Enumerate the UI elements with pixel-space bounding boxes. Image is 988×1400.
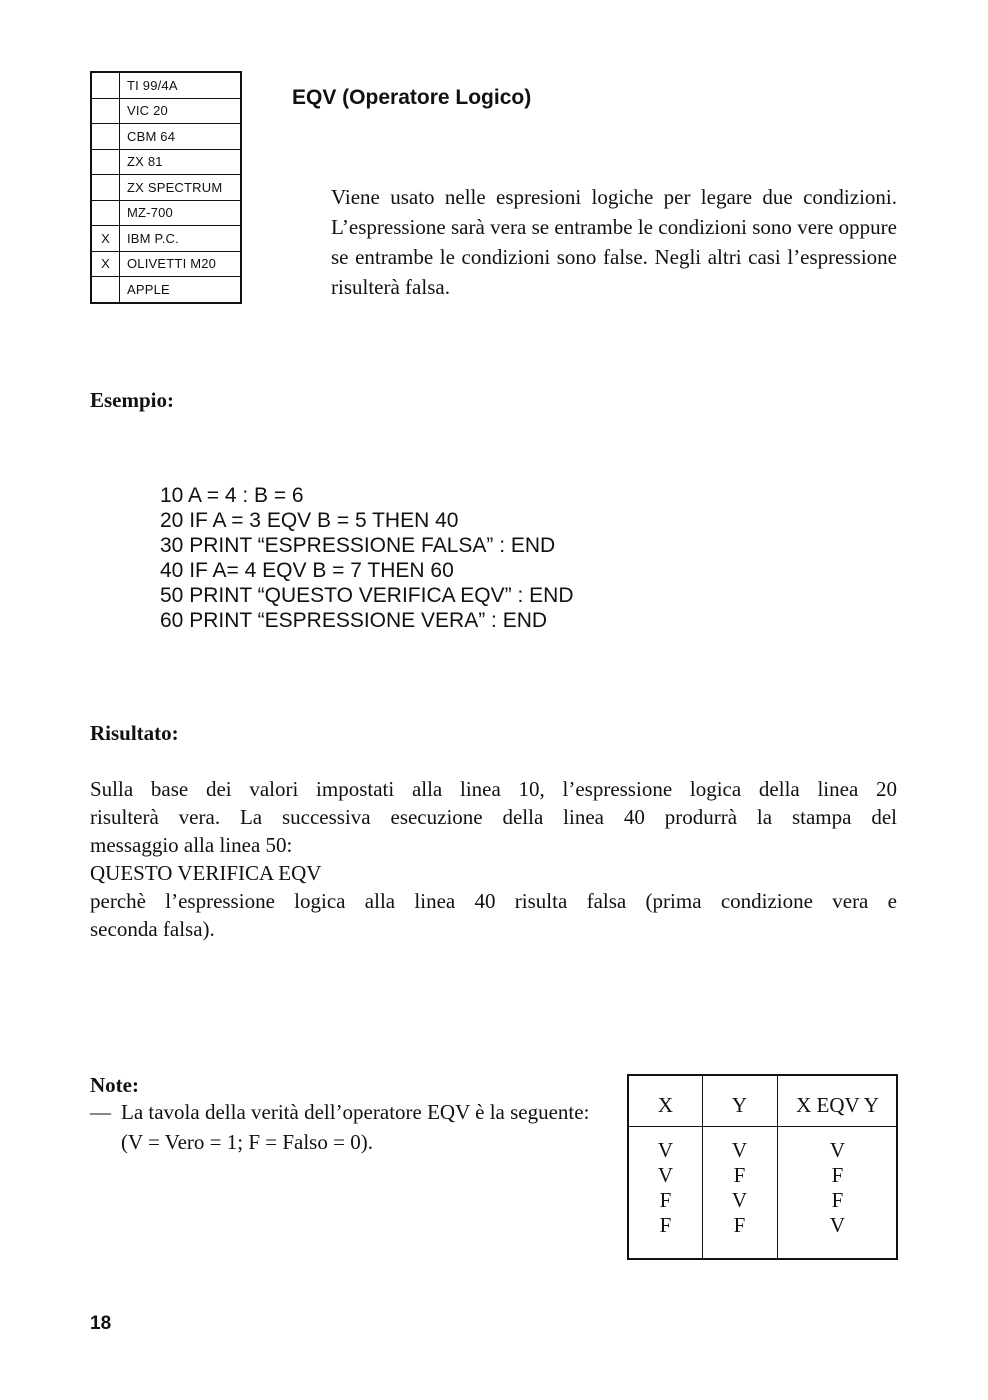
compatibility-system: CBM 64 <box>120 124 242 150</box>
compatibility-mark <box>91 200 120 226</box>
compatibility-mark <box>91 277 120 303</box>
compatibility-mark: X <box>91 251 120 277</box>
truth-table-cell: F <box>831 1188 844 1212</box>
result-line: Sulla base dei valori impostati alla linea 10, l’espressione logica della linea 20 <box>90 777 897 801</box>
compatibility-row <box>91 226 241 252</box>
code-line: 40 IF A= 4 EQV B = 7 THEN 60 <box>160 559 454 582</box>
compatibility-mark <box>91 149 120 175</box>
truth-table-cell: V <box>731 1138 748 1162</box>
truth-table-cell: V <box>829 1213 846 1237</box>
compatibility-mark <box>91 175 120 201</box>
truth-table-cell: V <box>657 1138 674 1162</box>
truth-table <box>627 1074 898 1260</box>
compatibility-row <box>91 251 241 277</box>
result-line: QUESTO VERIFICA EQV <box>90 861 322 885</box>
note-body: La tavola della verità dell’operatore EQV è la seguente: (V = Vero = 1; F = Falso = 0). <box>121 1100 590 1154</box>
truth-table-header: Y <box>731 1093 748 1117</box>
compatibility-row <box>91 98 241 124</box>
compatibility-row <box>91 200 241 226</box>
intro-paragraph: Viene usato nelle espresioni logiche per legare due condizioni. L’espressione sarà vera se entrambe le condizioni sono vere oppure se entrambe le condizioni sono false. Negli altri casi l’espressione risulterà falsa. <box>331 185 897 299</box>
result-heading: Risultato: <box>90 721 179 745</box>
truth-table-column <box>629 1076 702 1238</box>
truth-table-cell: F <box>831 1163 844 1187</box>
truth-table-cell: F <box>733 1163 746 1187</box>
compatibility-mark: X <box>91 226 120 252</box>
compatibility-mark <box>91 124 120 150</box>
compatibility-system: ZX SPECTRUM <box>120 175 242 201</box>
truth-table-column <box>702 1076 777 1238</box>
compatibility-row <box>91 175 241 201</box>
result-line: messaggio alla linea 50: <box>90 833 293 857</box>
code-line: 20 IF A = 3 EQV B = 5 THEN 40 <box>160 509 459 532</box>
compatibility-system: ZX 81 <box>120 149 242 175</box>
truth-table-cell: V <box>829 1138 846 1162</box>
truth-table-header: X <box>657 1093 674 1117</box>
result-paragraph <box>90 775 897 943</box>
example-heading: Esempio: <box>90 388 174 412</box>
compatibility-row <box>91 72 241 98</box>
truth-table-cell: F <box>659 1188 672 1212</box>
compatibility-table <box>90 71 242 304</box>
result-line: perchè l’espressione logica alla linea 40 risulta falsa (prima condizione vera e <box>90 889 897 913</box>
compatibility-system: IBM P.C. <box>120 226 242 252</box>
compatibility-system: VIC 20 <box>120 98 242 124</box>
compatibility-system: TI 99/4A <box>120 72 242 98</box>
truth-table-cell: V <box>731 1188 748 1212</box>
notes-heading: Note: <box>90 1073 139 1097</box>
compatibility-mark <box>91 72 120 98</box>
compatibility-row <box>91 124 241 150</box>
truth-table-cell: F <box>733 1213 746 1237</box>
compatibility-mark <box>91 98 120 124</box>
note-dash: — <box>90 1100 111 1124</box>
compatibility-row <box>91 277 241 303</box>
page-number: 18 <box>90 1313 112 1334</box>
result-line: seconda falsa). <box>90 917 215 941</box>
compatibility-system: MZ-700 <box>120 200 242 226</box>
result-line: risulterà vera. La successiva esecuzione della linea 40 produrrà la stampa del <box>90 805 897 829</box>
compatibility-row <box>91 149 241 175</box>
truth-table-header: X EQV Y <box>796 1093 879 1117</box>
code-listing <box>160 483 573 633</box>
code-line: 60 PRINT “ESPRESSIONE VERA” : END <box>160 609 548 632</box>
truth-table-column <box>777 1076 898 1238</box>
page-title: EQV (Operatore Logico) <box>292 86 532 109</box>
compatibility-system: OLIVETTI M20 <box>120 251 242 277</box>
code-line: 30 PRINT “ESPRESSIONE FALSA” : END <box>160 534 556 557</box>
code-line: 10 A = 4 : B = 6 <box>160 484 304 507</box>
truth-table-cell: F <box>659 1213 672 1237</box>
code-line: 50 PRINT “QUESTO VERIFICA EQV” : END <box>160 584 574 607</box>
note-item <box>90 1097 590 1157</box>
compatibility-system: APPLE <box>120 277 242 303</box>
truth-table-cell: V <box>657 1163 674 1187</box>
